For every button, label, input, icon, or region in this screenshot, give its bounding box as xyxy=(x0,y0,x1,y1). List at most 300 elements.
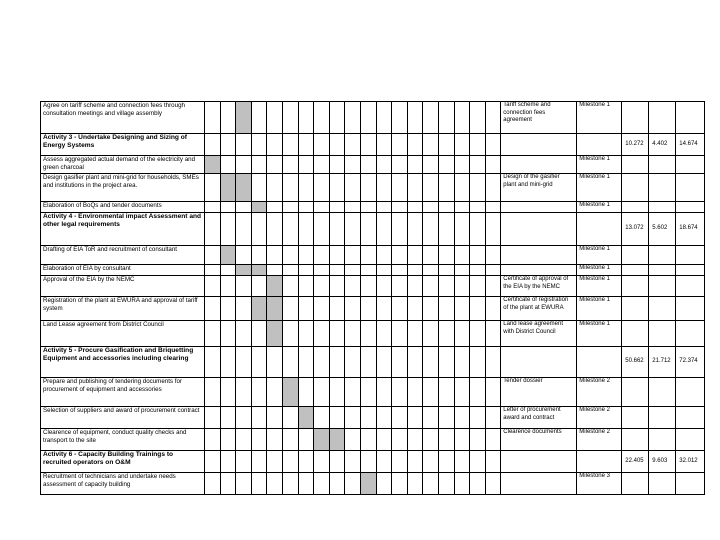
budget-cell xyxy=(622,276,649,297)
budget-cell xyxy=(622,102,649,134)
budget-cell xyxy=(649,265,676,276)
gantt-cell xyxy=(407,297,423,321)
gantt-cell xyxy=(470,407,486,429)
gantt-cell xyxy=(407,213,423,246)
gantt-cell xyxy=(454,156,470,174)
gantt-cell xyxy=(220,213,236,246)
gantt-cell-shaded xyxy=(251,265,267,276)
row-description: Approval of the EIA by the NEMC xyxy=(41,276,205,297)
gantt-cell xyxy=(376,321,392,347)
milestone-cell xyxy=(577,451,622,473)
gantt-cell xyxy=(314,156,330,174)
gantt-cell xyxy=(345,321,361,347)
gantt-cell xyxy=(376,246,392,265)
task-row xyxy=(41,246,705,265)
gantt-cell xyxy=(329,347,345,378)
row-description: Design gasifier plant and mini-grid for households, SMEs and institutions in the project area. xyxy=(41,174,205,202)
budget-cell xyxy=(649,202,676,213)
gantt-cell xyxy=(267,134,283,156)
task-row xyxy=(41,378,705,407)
row-description: Registration of the plant at EWURA and approval of tariff system xyxy=(41,297,205,321)
gantt-cell xyxy=(485,297,501,321)
work-plan-table xyxy=(40,101,705,495)
gantt-cell xyxy=(251,451,267,473)
gantt-cell xyxy=(298,451,314,473)
budget-cell xyxy=(676,265,705,276)
gantt-cell xyxy=(423,378,439,407)
gantt-cell xyxy=(329,378,345,407)
gantt-cell xyxy=(438,202,454,213)
task-row xyxy=(41,202,705,213)
gantt-cell xyxy=(438,246,454,265)
gantt-cell xyxy=(423,451,439,473)
gantt-cell xyxy=(376,202,392,213)
gantt-cell xyxy=(329,213,345,246)
gantt-cell xyxy=(329,134,345,156)
gantt-cell xyxy=(376,473,392,495)
milestone-cell: Milestone 1 xyxy=(577,102,622,134)
gantt-cell xyxy=(220,134,236,156)
budget-cell xyxy=(622,246,649,265)
gantt-cell xyxy=(329,407,345,429)
gantt-cell xyxy=(220,473,236,495)
budget-cell: 5.602 xyxy=(649,213,676,246)
gantt-cell xyxy=(314,174,330,202)
gantt-cell xyxy=(205,246,221,265)
gantt-cell xyxy=(360,297,376,321)
gantt-cell xyxy=(407,407,423,429)
gantt-cell xyxy=(251,246,267,265)
gantt-cell xyxy=(267,451,283,473)
gantt-cell xyxy=(205,276,221,297)
gantt-cell xyxy=(267,407,283,429)
gantt-cell xyxy=(345,378,361,407)
gantt-cell xyxy=(470,276,486,297)
gantt-cell xyxy=(454,276,470,297)
gantt-cell xyxy=(392,213,408,246)
gantt-cell xyxy=(345,156,361,174)
budget-cell xyxy=(649,429,676,451)
budget-cell xyxy=(622,265,649,276)
gantt-cell xyxy=(329,102,345,134)
gantt-cell xyxy=(267,246,283,265)
gantt-cell xyxy=(267,347,283,378)
gantt-cell xyxy=(360,134,376,156)
gantt-cell xyxy=(220,347,236,378)
gantt-cell xyxy=(282,202,298,213)
gantt-cell xyxy=(485,213,501,246)
gantt-cell xyxy=(423,321,439,347)
gantt-cell xyxy=(329,246,345,265)
gantt-cell xyxy=(423,246,439,265)
gantt-cell xyxy=(345,265,361,276)
gantt-cell xyxy=(392,407,408,429)
gantt-cell xyxy=(236,276,252,297)
gantt-cell xyxy=(251,276,267,297)
gantt-cell xyxy=(360,347,376,378)
gantt-cell xyxy=(345,407,361,429)
gantt-cell xyxy=(392,429,408,451)
budget-cell xyxy=(676,276,705,297)
gantt-cell xyxy=(407,276,423,297)
gantt-cell xyxy=(438,429,454,451)
task-row xyxy=(41,276,705,297)
output-cell: Tariff scheme and connection fees agreement xyxy=(501,102,577,134)
gantt-cell xyxy=(205,451,221,473)
gantt-cell xyxy=(360,451,376,473)
gantt-cell xyxy=(392,297,408,321)
gantt-cell xyxy=(423,102,439,134)
gantt-cell xyxy=(220,297,236,321)
activity-row xyxy=(41,347,705,378)
gantt-cell xyxy=(282,174,298,202)
gantt-cell xyxy=(470,297,486,321)
gantt-cell xyxy=(236,378,252,407)
budget-cell: 9.603 xyxy=(649,451,676,473)
gantt-cell xyxy=(298,134,314,156)
gantt-cell xyxy=(470,134,486,156)
gantt-cell xyxy=(360,246,376,265)
gantt-cell xyxy=(345,276,361,297)
gantt-cell xyxy=(205,347,221,378)
gantt-cell xyxy=(220,276,236,297)
row-description: Prepare and publishing of tendering documents for procurement of equipment and accessories xyxy=(41,378,205,407)
gantt-cell xyxy=(407,134,423,156)
gantt-cell xyxy=(205,202,221,213)
gantt-cell xyxy=(314,473,330,495)
gantt-cell xyxy=(392,156,408,174)
gantt-cell xyxy=(298,265,314,276)
gantt-cell xyxy=(454,347,470,378)
gantt-cell xyxy=(314,265,330,276)
gantt-cell xyxy=(236,213,252,246)
gantt-cell xyxy=(376,174,392,202)
row-description: Activity 5 - Procure Gasification and Briquetting Equipment and accessories including clearing xyxy=(41,347,205,378)
gantt-cell xyxy=(236,321,252,347)
milestone-cell: Milestone 1 xyxy=(577,321,622,347)
gantt-cell-shaded xyxy=(236,265,252,276)
gantt-cell xyxy=(282,265,298,276)
budget-cell xyxy=(676,321,705,347)
gantt-cell xyxy=(282,134,298,156)
gantt-cell xyxy=(360,321,376,347)
gantt-cell xyxy=(407,451,423,473)
task-row xyxy=(41,297,705,321)
gantt-cell xyxy=(345,213,361,246)
gantt-cell xyxy=(298,174,314,202)
row-description: Activity 4 - Environmental impact Assessment and other legal requirements xyxy=(41,213,205,246)
output-cell: Letter of procurement award and contract xyxy=(501,407,577,429)
gantt-cell xyxy=(392,321,408,347)
row-description: Assess aggregated actual demand of the electricity and green charcoal xyxy=(41,156,205,174)
row-description: Selection of suppliers and award of procurement contract xyxy=(41,407,205,429)
gantt-cell xyxy=(485,378,501,407)
budget-cell xyxy=(676,202,705,213)
task-row xyxy=(41,156,705,174)
output-cell xyxy=(501,134,577,156)
gantt-cell xyxy=(407,265,423,276)
gantt-cell xyxy=(470,174,486,202)
gantt-cell xyxy=(485,174,501,202)
gantt-cell xyxy=(314,202,330,213)
gantt-cell xyxy=(314,276,330,297)
output-cell xyxy=(501,347,577,378)
gantt-cell xyxy=(438,451,454,473)
row-description: Activity 6 - Capacity Building Trainings to recruited operators on O&M xyxy=(41,451,205,473)
gantt-cell xyxy=(282,297,298,321)
gantt-cell xyxy=(282,347,298,378)
budget-cell xyxy=(649,276,676,297)
gantt-cell xyxy=(485,407,501,429)
gantt-cell xyxy=(485,102,501,134)
gantt-cell xyxy=(438,265,454,276)
milestone-cell: Milestone 3 xyxy=(577,473,622,495)
milestone-cell: Milestone 1 xyxy=(577,202,622,213)
gantt-cell xyxy=(407,473,423,495)
gantt-cell xyxy=(485,134,501,156)
gantt-cell xyxy=(470,451,486,473)
gantt-cell xyxy=(267,213,283,246)
budget-cell: 32.012 xyxy=(676,451,705,473)
budget-cell: 21.712 xyxy=(649,347,676,378)
gantt-cell xyxy=(298,473,314,495)
task-row xyxy=(41,429,705,451)
gantt-cell-shaded xyxy=(236,102,252,134)
budget-cell xyxy=(649,473,676,495)
gantt-cell xyxy=(470,246,486,265)
gantt-cell xyxy=(220,407,236,429)
gantt-cell-shaded xyxy=(220,174,236,202)
gantt-cell xyxy=(376,213,392,246)
gantt-cell xyxy=(220,378,236,407)
gantt-cell xyxy=(345,174,361,202)
row-description: Activity 3 - Undertake Designing and Sizing of Energy Systems xyxy=(41,134,205,156)
gantt-cell xyxy=(454,473,470,495)
gantt-cell xyxy=(345,134,361,156)
gantt-cell-shaded xyxy=(251,297,267,321)
gantt-cell xyxy=(360,102,376,134)
gantt-cell xyxy=(376,134,392,156)
gantt-cell xyxy=(251,473,267,495)
budget-cell xyxy=(649,407,676,429)
gantt-cell xyxy=(454,321,470,347)
budget-cell xyxy=(622,378,649,407)
gantt-cell xyxy=(205,102,221,134)
milestone-cell: Milestone 2 xyxy=(577,378,622,407)
gantt-cell xyxy=(236,429,252,451)
gantt-cell xyxy=(360,276,376,297)
gantt-cell xyxy=(205,473,221,495)
gantt-cell xyxy=(438,134,454,156)
milestone-cell: Milestone 2 xyxy=(577,407,622,429)
gantt-cell xyxy=(423,174,439,202)
gantt-cell xyxy=(298,246,314,265)
output-cell xyxy=(501,213,577,246)
row-description: Recruitment of technicians and undertake needs assessment of capacity building xyxy=(41,473,205,495)
gantt-cell xyxy=(376,407,392,429)
gantt-cell xyxy=(282,429,298,451)
gantt-cell xyxy=(267,378,283,407)
row-description: Land Lease agreement from District Council xyxy=(41,321,205,347)
gantt-cell xyxy=(360,265,376,276)
gantt-cell xyxy=(251,156,267,174)
milestone-cell: Milestone 1 xyxy=(577,246,622,265)
gantt-cell xyxy=(298,347,314,378)
gantt-cell xyxy=(314,213,330,246)
output-cell xyxy=(501,202,577,213)
budget-cell xyxy=(676,156,705,174)
gantt-cell xyxy=(236,347,252,378)
gantt-cell xyxy=(267,429,283,451)
gantt-cell xyxy=(454,451,470,473)
gantt-cell xyxy=(485,202,501,213)
gantt-cell-shaded xyxy=(298,407,314,429)
gantt-cell xyxy=(220,321,236,347)
gantt-cell xyxy=(376,276,392,297)
gantt-cell xyxy=(236,407,252,429)
gantt-cell xyxy=(267,202,283,213)
gantt-cell xyxy=(407,378,423,407)
gantt-cell xyxy=(438,407,454,429)
gantt-cell-shaded xyxy=(267,276,283,297)
budget-cell xyxy=(676,297,705,321)
gantt-cell xyxy=(298,297,314,321)
budget-cell xyxy=(676,378,705,407)
gantt-cell xyxy=(329,451,345,473)
output-cell xyxy=(501,451,577,473)
gantt-cell xyxy=(423,297,439,321)
gantt-cell xyxy=(205,134,221,156)
row-description: Clearence of equipment, conduct quality checks and transport to the site xyxy=(41,429,205,451)
gantt-cell xyxy=(267,473,283,495)
gantt-cell xyxy=(438,174,454,202)
gantt-cell xyxy=(329,321,345,347)
gantt-cell xyxy=(329,297,345,321)
gantt-cell-shaded xyxy=(314,429,330,451)
gantt-cell xyxy=(314,297,330,321)
gantt-cell xyxy=(205,321,221,347)
output-cell xyxy=(501,473,577,495)
gantt-cell xyxy=(282,321,298,347)
gantt-cell xyxy=(360,378,376,407)
gantt-cell xyxy=(438,213,454,246)
output-cell xyxy=(501,156,577,174)
gantt-cell xyxy=(438,378,454,407)
gantt-cell xyxy=(423,213,439,246)
gantt-cell xyxy=(376,297,392,321)
task-row xyxy=(41,102,705,134)
gantt-cell xyxy=(345,102,361,134)
gantt-cell xyxy=(220,429,236,451)
gantt-cell xyxy=(251,347,267,378)
budget-cell xyxy=(676,174,705,202)
gantt-cell xyxy=(485,429,501,451)
gantt-cell xyxy=(314,378,330,407)
output-cell: Certificate of approval of the EIA by the NEMC xyxy=(501,276,577,297)
gantt-cell xyxy=(220,451,236,473)
output-cell: Tender dossier xyxy=(501,378,577,407)
gantt-cell xyxy=(220,202,236,213)
gantt-cell xyxy=(220,265,236,276)
gantt-cell xyxy=(205,174,221,202)
activity-row xyxy=(41,451,705,473)
gantt-cell xyxy=(438,297,454,321)
gantt-cell-shaded xyxy=(220,246,236,265)
gantt-cell xyxy=(438,347,454,378)
gantt-cell xyxy=(298,378,314,407)
gantt-cell xyxy=(485,276,501,297)
budget-cell xyxy=(622,202,649,213)
budget-cell xyxy=(622,321,649,347)
gantt-cell xyxy=(329,276,345,297)
budget-cell: 72.374 xyxy=(676,347,705,378)
gantt-cell xyxy=(329,156,345,174)
budget-cell xyxy=(622,174,649,202)
gantt-cell xyxy=(298,429,314,451)
gantt-cell xyxy=(282,213,298,246)
budget-cell: 4.402 xyxy=(649,134,676,156)
milestone-cell: Milestone 1 xyxy=(577,265,622,276)
milestone-cell xyxy=(577,134,622,156)
gantt-cell xyxy=(282,473,298,495)
gantt-cell xyxy=(407,102,423,134)
gantt-cell xyxy=(485,156,501,174)
gantt-cell xyxy=(376,347,392,378)
milestone-cell: Milestone 1 xyxy=(577,156,622,174)
gantt-cell xyxy=(360,156,376,174)
gantt-cell xyxy=(236,451,252,473)
gantt-cell xyxy=(345,246,361,265)
output-cell: Land lease agreement with District Council xyxy=(501,321,577,347)
gantt-cell xyxy=(267,174,283,202)
gantt-cell xyxy=(423,202,439,213)
gantt-cell-shaded xyxy=(236,174,252,202)
budget-cell xyxy=(649,321,676,347)
gantt-cell xyxy=(392,246,408,265)
gantt-cell xyxy=(236,297,252,321)
gantt-cell xyxy=(329,265,345,276)
budget-cell xyxy=(676,429,705,451)
gantt-cell xyxy=(392,174,408,202)
gantt-cell xyxy=(407,321,423,347)
task-row xyxy=(41,321,705,347)
gantt-cell xyxy=(438,321,454,347)
gantt-cell xyxy=(314,321,330,347)
gantt-cell xyxy=(376,102,392,134)
gantt-cell xyxy=(298,156,314,174)
gantt-cell xyxy=(267,156,283,174)
gantt-cell xyxy=(438,102,454,134)
gantt-cell xyxy=(360,174,376,202)
gantt-cell xyxy=(423,265,439,276)
budget-cell xyxy=(676,246,705,265)
gantt-cell xyxy=(407,429,423,451)
gantt-cell xyxy=(314,246,330,265)
gantt-cell xyxy=(329,473,345,495)
gantt-cell xyxy=(360,429,376,451)
task-row xyxy=(41,407,705,429)
gantt-cell xyxy=(236,246,252,265)
gantt-cell xyxy=(407,347,423,378)
row-description: Elaboration of BoQs and tender documents xyxy=(41,202,205,213)
budget-cell xyxy=(676,407,705,429)
gantt-cell xyxy=(423,347,439,378)
milestone-cell xyxy=(577,213,622,246)
gantt-cell xyxy=(407,246,423,265)
budget-cell xyxy=(622,429,649,451)
task-row xyxy=(41,265,705,276)
milestone-cell: Milestone 2 xyxy=(577,429,622,451)
